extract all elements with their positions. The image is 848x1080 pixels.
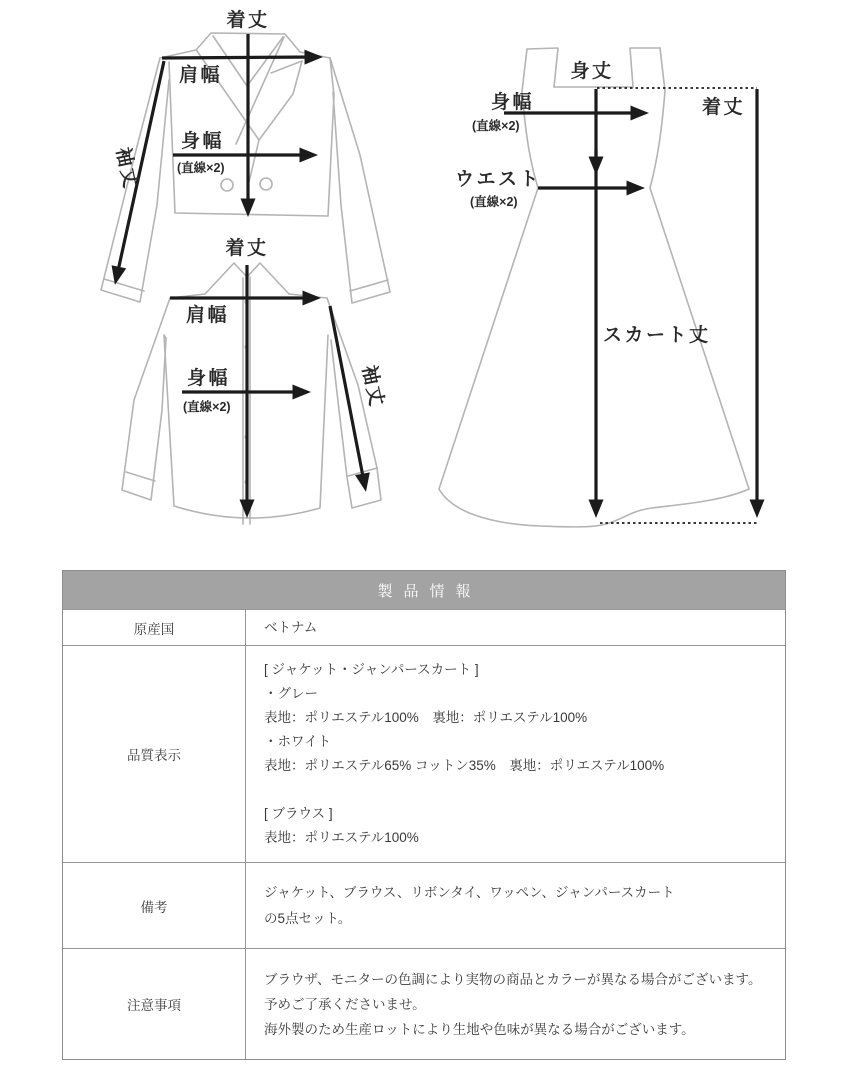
blouse-length-label: 着丈 xyxy=(225,238,269,259)
dress-left-strap xyxy=(527,48,558,87)
jacket-length-label: 着丈 xyxy=(226,10,270,31)
table-row-notes xyxy=(63,948,785,1059)
remarks-line: の5点セット。 xyxy=(264,910,352,926)
dress-skirt-length-label: スカート丈 xyxy=(603,325,711,346)
jacket-shoulder-arrow xyxy=(162,57,318,58)
jacket-right-cuff-seam xyxy=(350,280,388,291)
dress-left-skirt xyxy=(439,188,538,489)
row-label-notes: 注意事項 xyxy=(63,949,246,1059)
dress-length-label: 着丈 xyxy=(702,97,746,118)
blouse-left-sleeve xyxy=(122,298,170,500)
row-value-origin xyxy=(246,610,785,645)
quality-line: ・ホワイト xyxy=(264,734,332,749)
jacket-right-sleeve xyxy=(330,58,390,303)
table-title: 製品情報 xyxy=(63,571,785,609)
dress-body-length-label: 身丈 xyxy=(570,61,614,82)
row-label-quality: 品質表示 xyxy=(63,646,246,862)
quality-line: ・グレー xyxy=(264,686,318,701)
quality-line: 表地：ポリエステル100% xyxy=(264,830,419,845)
dress-right-bodice xyxy=(650,91,665,188)
jacket-body-width-label: 身幅 xyxy=(181,131,225,152)
quality-line: 表地：ポリエステル65% コットン35% 裏地：ポリエステル100% xyxy=(264,758,665,773)
jacket-sleeve-label: 袖丈 xyxy=(111,145,142,193)
jacket-button xyxy=(260,178,272,190)
row-value-remarks xyxy=(246,863,785,948)
jacket-shoulder-label: 肩幅 xyxy=(179,65,223,86)
blouse-left-cuff-seam xyxy=(126,472,155,481)
notes-line: 予めご了承くださいませ。 xyxy=(264,996,426,1012)
quality-line: [ ブラウス ] xyxy=(264,806,333,821)
dress-left-strap-outer xyxy=(522,49,527,91)
jumper-skirt-diagram xyxy=(439,48,757,527)
notes-line: 海外製のため生産ロットにより生地や色味が異なる場合がございます。 xyxy=(264,1021,695,1037)
table-row-remarks xyxy=(63,862,785,948)
blouse-sleeve-arrow xyxy=(330,306,365,487)
dress-waist-note: (直線×2) xyxy=(470,195,518,209)
quality-line: [ ジャケット・ジャンパースカート ] xyxy=(264,662,479,677)
origin-value: ベトナム xyxy=(264,619,318,635)
row-label-remarks: 備考 xyxy=(63,863,246,948)
table-row-quality xyxy=(63,645,785,862)
blouse-sleeve-label: 袖丈 xyxy=(357,363,388,411)
dress-right-strap-outer xyxy=(660,48,665,91)
dress-body-width-note: (直線×2) xyxy=(472,119,520,133)
dress-hem xyxy=(439,489,749,527)
dress-waist-label: ウエスト xyxy=(455,169,542,190)
jacket-body-width-note: (直線×2) xyxy=(177,161,225,175)
jacket-button xyxy=(221,179,233,191)
blouse-shoulder-label: 肩幅 xyxy=(186,305,230,326)
jacket-left-cuff-seam xyxy=(104,279,144,291)
blouse-body-width-label: 身幅 xyxy=(187,368,231,389)
notes-line: ブラウザ、モニターの色調により実物の商品とカラーが異なる場合がございます。 xyxy=(264,971,762,987)
dress-right-strap xyxy=(630,48,660,87)
remarks-line: ジャケット、ブラウス、リボンタイ、ワッペン、ジャンパースカート xyxy=(264,884,675,900)
jacket-lapel-notch xyxy=(259,61,302,140)
blouse-body-width-note: (直線×2) xyxy=(183,400,231,414)
jacket-right-lapel xyxy=(236,37,284,144)
row-value-quality xyxy=(246,646,785,862)
row-label-origin: 原産国 xyxy=(63,610,246,645)
row-value-notes xyxy=(246,949,785,1059)
dress-body-width-label: 身幅 xyxy=(491,92,535,113)
jacket-outline xyxy=(160,33,330,58)
spacer-line xyxy=(264,778,773,802)
product-info-table xyxy=(62,570,786,1060)
quality-line: 表地：ポリエステル100% 裏地：ポリエステル100% xyxy=(264,710,588,725)
table-row-origin xyxy=(63,609,785,645)
